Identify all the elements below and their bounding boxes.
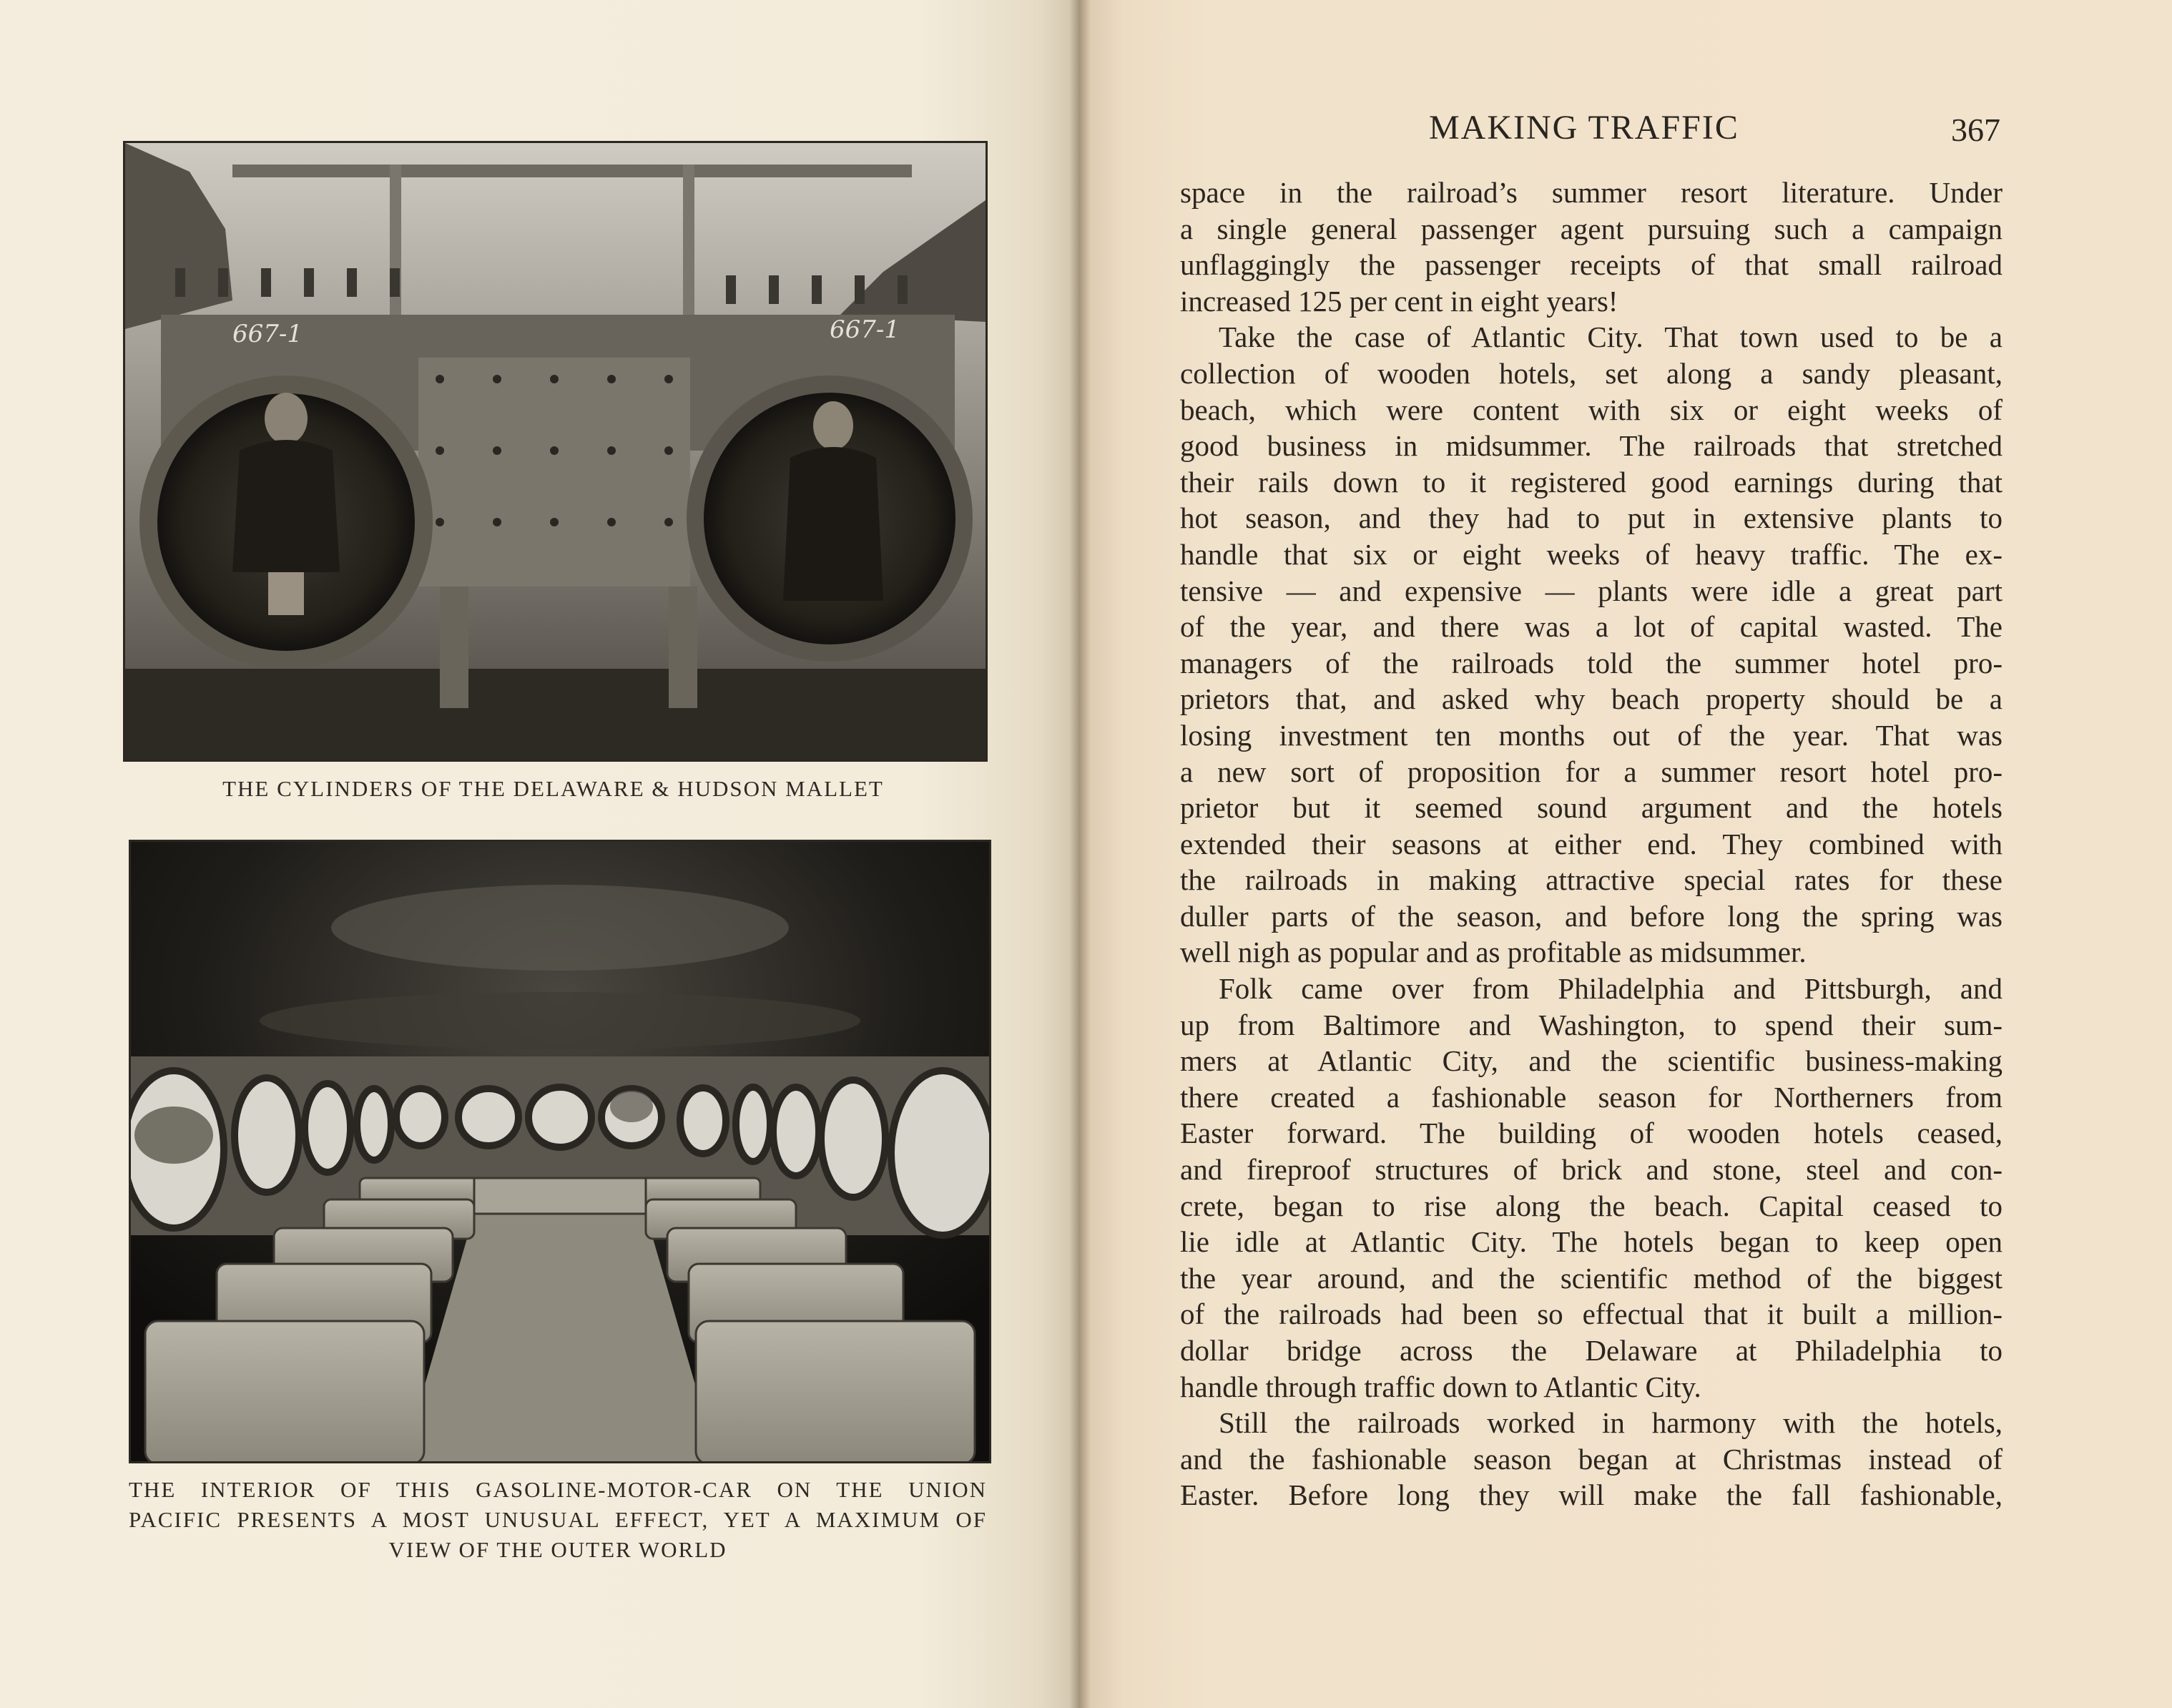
text-line: prietors that, and asked why beach property should be a [1180, 682, 2003, 716]
text-line: the railroads in making attractive special rates for these [1180, 863, 2003, 897]
text-line: handle that six or eight weeks of heavy traffic. The ex- [1180, 537, 2003, 571]
text-line: good business in midsummer. The railroads that stretched [1180, 429, 2003, 463]
text-line: crete, began to rise along the beach. Capital ceased to [1180, 1189, 2003, 1222]
text-line: lie idle at Atlantic City. The hotels began to keep open [1180, 1225, 2003, 1259]
caption-line: THE CYLINDERS OF THE DELAWARE & HUDSON MALLET [222, 776, 884, 801]
text-line: extended their seasons at either end. They combined with [1180, 827, 2003, 860]
text-line: of the railroads had been so effectual that it built a million- [1180, 1297, 2003, 1331]
cylinder-mark-left: 667-1 [232, 320, 303, 348]
text-line: dollar bridge across the Delaware at Philadelphia to [1180, 1334, 2003, 1367]
text-line: Take the case of Atlantic City. That town used to be a [1219, 320, 2003, 354]
text-line: the year around, and the scientific method of the biggest [1180, 1261, 2003, 1295]
text-line: prietor but it seemed sound argument and the hotels [1180, 791, 2003, 825]
text-line: handle through traffic down to Atlantic City. [1180, 1370, 1701, 1403]
caption-locomotive-cylinders [123, 776, 983, 802]
photo-locomotive-cylinders [123, 141, 988, 762]
text-line: duller parts of the season, and before long the spring was [1180, 899, 2003, 933]
caption-line: THE INTERIOR OF THIS GASOLINE-MOTOR-CAR ON THE UNION [129, 1477, 987, 1502]
text-line: up from Baltimore and Washington, to spend their sum- [1180, 1008, 2003, 1041]
text-line: their rails down to it registered good earnings during that [1180, 465, 2003, 499]
text-line: increased 125 per cent in eight years! [1180, 284, 1618, 318]
text-line: a single general passenger agent pursuing such a campaign [1180, 212, 2003, 245]
text-line: Folk came over from Philadelphia and Pittsburgh, and [1219, 972, 2003, 1006]
text-line: hot season, and they had to put in extensive plants to [1180, 501, 2003, 535]
text-line: Easter. Before long they will make the fall fashionable, [1180, 1478, 2003, 1512]
text-line: collection of wooden hotels, set along a sandy pleasant, [1180, 356, 2003, 390]
book-gutter [1069, 0, 1091, 1708]
running-head: MAKING TRAFFIC [1429, 109, 1739, 147]
text-line: unflaggingly the passenger receipts of that small railroad [1180, 248, 2003, 282]
text-line: and fireproof structures of brick and stone, steel and con- [1180, 1153, 2003, 1187]
text-line: losing investment ten months out of the year. That was [1180, 718, 2003, 752]
caption-motor-car-interior [129, 1475, 987, 1565]
photo-motor-car-interior [129, 840, 991, 1463]
text-line: there created a fashionable season for Northerners from [1180, 1080, 2003, 1114]
photo-locomotive-cylinders-image [125, 143, 986, 760]
text-line: well nigh as popular and as profitable as midsummer. [1180, 936, 1807, 969]
text-line: Still the railroads worked in harmony with the hotels, [1219, 1406, 2003, 1440]
text-line: Easter forward. The building of wooden hotels ceased, [1180, 1116, 2003, 1150]
cylinder-mark-right: 667-1 [830, 315, 900, 344]
text-line: beach, which were content with six or eight weeks of [1180, 393, 2003, 426]
text-line: a new sort of proposition for a summer resort hotel pro- [1180, 755, 2003, 788]
text-line: space in the railroad’s summer resort literature. Under [1180, 176, 2003, 209]
text-line: tensive — and expensive — plants were idle a great part [1180, 574, 2003, 607]
text-line: of the year, and there was a lot of capital wasted. The [1180, 610, 2003, 644]
body-text [1180, 175, 2003, 1513]
photo-motor-car-interior-image [131, 842, 989, 1461]
caption-line: VIEW OF THE OUTER WORLD [388, 1537, 727, 1562]
text-line: managers of the railroads told the summer hotel pro- [1180, 646, 2003, 679]
text-line: and the fashionable season began at Christmas instead of [1180, 1442, 2003, 1476]
page-number: 367 [1951, 112, 2000, 148]
text-line: mers at Atlantic City, and the scientific business-making [1180, 1044, 2003, 1078]
caption-line: PACIFIC PRESENTS A MOST UNUSUAL EFFECT, YET A MAXIMUM OF [129, 1507, 987, 1532]
